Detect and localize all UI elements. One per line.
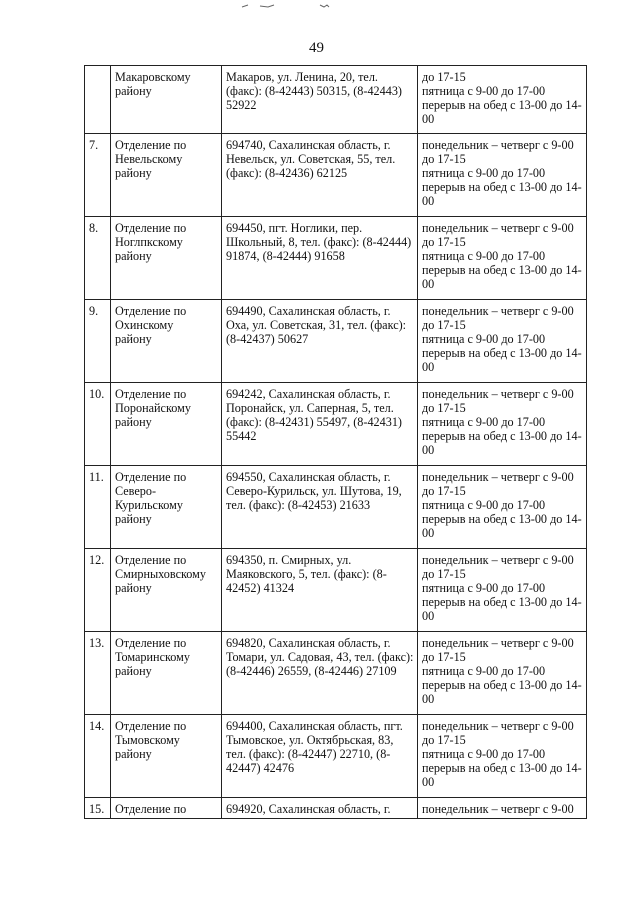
table-row: [85, 134, 587, 217]
working-hours: понедельник – четверг с 9-00: [418, 798, 587, 819]
working-hours: понедельник – четверг с 9-00 до 17-15 пятница с 9-00 до 17-00 перерыв на обед с 13-00 до 14-00: [418, 549, 587, 632]
department-name: Отделение по Охинскому району: [111, 300, 222, 383]
department-address: Макаров, ул. Ленина, 20, тел. (факс): (8-42443) 50315, (8-42443) 52922: [222, 66, 418, 134]
department-address: 694400, Сахалинская область, пгт. Тымовское, ул. Октябрьская, 83, тел. (факс): (8-42447) 22710, (8-42447) 42476: [222, 715, 418, 798]
working-hours: понедельник – четверг с 9-00 до 17-15 пятница с 9-00 до 17-00 перерыв на обед с 13-00 до 14-00: [418, 300, 587, 383]
department-address: 694740, Сахалинская область, г. Невельск, ул. Советская, 55, тел. (факс): (8-42436) 62125: [222, 134, 418, 217]
working-hours: понедельник – четверг с 9-00 до 17-15 пятница с 9-00 до 17-00 перерыв на обед с 13-00 до 14-00: [418, 383, 587, 466]
row-number: 13.: [85, 632, 111, 715]
department-address: 694242, Сахалинская область, г. Поронайск, ул. Саперная, 5, тел. (факс): (8-42431) 55497, (8-42431) 55442: [222, 383, 418, 466]
page-number: 49: [309, 40, 324, 56]
table-row: [85, 383, 587, 466]
row-number: 14.: [85, 715, 111, 798]
table-row: [85, 300, 587, 383]
department-name: Отделение по Ноглпкскому району: [111, 217, 222, 300]
departments-table: [84, 65, 587, 819]
department-name: Отделение по Северо- Курильскому району: [111, 466, 222, 549]
department-address: 694450, пгт. Ноглики, пер. Школьный, 8, тел. (факс): (8-42444) 91874, (8-42444) 91658: [222, 217, 418, 300]
department-name: Отделение по Поронайскому району: [111, 383, 222, 466]
table-row: [85, 217, 587, 300]
department-name: Отделение по Смирныховскому району: [111, 549, 222, 632]
department-name: Отделение по Невельскому району: [111, 134, 222, 217]
table-row: [85, 66, 587, 134]
table-row: [85, 632, 587, 715]
working-hours: понедельник – четверг с 9-00 до 17-15 пятница с 9-00 до 17-00 перерыв на обед с 13-00 до 14-00: [418, 715, 587, 798]
department-address: 694920, Сахалинская область, г.: [222, 798, 418, 819]
row-number: 11.: [85, 466, 111, 549]
department-address: 694820, Сахалинская область, г. Томари, ул. Садовая, 43, тел. (факс): (8-42446) 26559, (8-42446) 27109: [222, 632, 418, 715]
row-number: 8.: [85, 217, 111, 300]
table-row: [85, 466, 587, 549]
department-name: Отделение по Томаринскому району: [111, 632, 222, 715]
table-row: [85, 549, 587, 632]
working-hours: понедельник – четверг с 9-00 до 17-15 пятница с 9-00 до 17-00 перерыв на обед с 13-00 до 14-00: [418, 466, 587, 549]
row-number: 9.: [85, 300, 111, 383]
row-number: 7.: [85, 134, 111, 217]
scan-artifact: [240, 2, 360, 10]
row-number: 10.: [85, 383, 111, 466]
working-hours: понедельник – четверг с 9-00 до 17-15 пятница с 9-00 до 17-00 перерыв на обед с 13-00 до 14-00: [418, 217, 587, 300]
department-address: 694350, п. Смирных, ул. Маяковского, 5, тел. (факс): (8-42452) 41324: [222, 549, 418, 632]
row-number: [85, 66, 111, 134]
department-address: 694490, Сахалинская область, г. Оха, ул. Советская, 31, тел. (факс): (8-42437) 50627: [222, 300, 418, 383]
working-hours: понедельник – четверг с 9-00 до 17-15 пятница с 9-00 до 17-00 перерыв на обед с 13-00 до 14-00: [418, 134, 587, 217]
row-number: 12.: [85, 549, 111, 632]
department-address: 694550, Сахалинская область, г. Северо-Курильск, ул. Шутова, 19, тел. (факс): (8-42453) 21633: [222, 466, 418, 549]
working-hours: до 17-15 пятница с 9-00 до 17-00 перерыв на обед с 13-00 до 14-00: [418, 66, 587, 134]
working-hours: понедельник – четверг с 9-00 до 17-15 пятница с 9-00 до 17-00 перерыв на обед с 13-00 до 14-00: [418, 632, 587, 715]
department-name: Отделение по Тымовскому району: [111, 715, 222, 798]
table-row: [85, 798, 587, 819]
table-row: [85, 715, 587, 798]
department-name: Отделение по: [111, 798, 222, 819]
department-name: Макаровскому району: [111, 66, 222, 134]
row-number: 15.: [85, 798, 111, 819]
